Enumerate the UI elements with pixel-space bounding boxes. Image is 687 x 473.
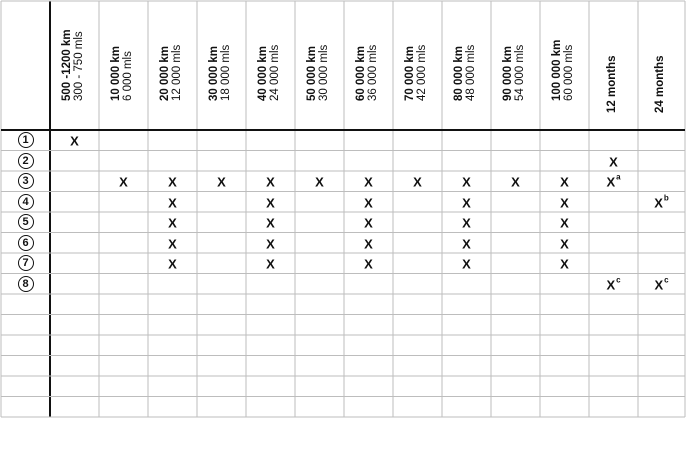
schedule-mark-text: X [462,215,471,231]
column-header-distance-miles: 6 000 mls [121,51,133,101]
row-number-badge: 5 [18,214,34,230]
schedule-mark-text: X [606,277,616,293]
column-header-distance-km: 60 000 km [354,46,367,101]
schedule-mark-text: X [266,236,275,252]
row-number-badge: 1 [18,132,34,148]
schedule-mark-text: X [654,277,664,293]
column-header-distance-miles: 36 000 mls [366,44,378,101]
column-header [50,1,99,130]
schedule-mark [266,175,275,190]
schedule-mark [266,236,275,251]
row-number-badge: 3 [18,173,34,189]
schedule-mark [560,195,569,210]
schedule-mark-text: X [70,133,79,149]
schedule-mark [364,236,373,251]
schedule-mark [560,257,569,272]
schedule-mark [413,175,422,190]
column-header-distance-km: 40 000 km [256,46,269,101]
column-header-distance-km: 10 000 km [109,46,122,101]
column-header [99,1,148,130]
schedule-mark-text: X [266,256,275,272]
schedule-mark [168,216,177,231]
schedule-mark-text: X [606,174,616,190]
schedule-mark [266,216,275,231]
schedule-mark-text: X [560,236,569,252]
footnote-marker: c [616,275,621,285]
schedule-mark-text: X [364,215,373,231]
schedule-mark [560,175,569,190]
schedule-mark [560,236,569,251]
column-header-distance-km: 90 000 km [501,46,514,101]
column-header-distance-miles: 48 000 mls [464,44,476,101]
footnote-marker: b [663,193,669,203]
schedule-mark-text: X [413,174,422,190]
schedule-mark [315,175,324,190]
column-header-period: 24 months [653,54,666,113]
schedule-mark [654,195,669,210]
schedule-mark-text: X [217,174,226,190]
schedule-mark-text: X [560,195,569,211]
column-header [638,1,685,130]
footnote-marker: c [664,275,669,285]
schedule-mark-text: X [364,236,373,252]
schedule-mark [168,257,177,272]
column-header-distance-miles: 300 - 750 mls [72,31,84,101]
schedule-mark-text: X [364,174,373,190]
schedule-mark-text: X [168,174,177,190]
column-header-distance-miles: 12 000 mls [170,44,182,101]
schedule-mark-text: X [168,215,177,231]
schedule-mark [266,257,275,272]
row-number-badge: 8 [18,276,34,292]
schedule-mark [168,175,177,190]
schedule-mark [364,175,373,190]
column-header-distance-km: 80 000 km [452,46,465,101]
schedule-mark-text: X [511,174,520,190]
column-header [589,1,638,130]
column-header-distance-km: 500 -1200 km [60,29,73,101]
schedule-mark [119,175,128,190]
schedule-mark [70,134,79,149]
schedule-mark [462,257,471,272]
schedule-mark [364,216,373,231]
column-header [197,1,246,130]
schedule-mark-text: X [560,174,569,190]
column-header [246,1,295,130]
footnote-marker: a [616,172,621,182]
schedule-mark-text: X [168,195,177,211]
schedule-mark [511,175,520,190]
schedule-mark-text: X [119,174,128,190]
schedule-mark [364,257,373,272]
schedule-mark-text: X [560,256,569,272]
row-number-badge: 4 [18,194,34,210]
schedule-mark-text: X [315,174,324,190]
schedule-mark-text: X [462,174,471,190]
schedule-mark [168,236,177,251]
column-header-distance-km: 20 000 km [158,46,171,101]
schedule-mark-text: X [266,195,275,211]
column-header-distance-km: 50 000 km [305,46,318,101]
column-header-distance-miles: 18 000 mls [219,44,231,101]
column-header [540,1,589,130]
schedule-mark [168,195,177,210]
schedule-mark-text: X [654,195,663,211]
schedule-mark-text: X [609,154,618,170]
column-header [491,1,540,130]
column-header-distance-km: 100 000 km [550,39,563,101]
schedule-mark [462,216,471,231]
column-header-distance-miles: 60 000 mls [562,44,574,101]
schedule-mark-text: X [364,195,373,211]
column-header [148,1,197,130]
schedule-mark-text: X [266,174,275,190]
schedule-mark-text: X [168,236,177,252]
row-number-badge: 2 [18,153,34,169]
schedule-mark [462,195,471,210]
schedule-mark-text: X [462,195,471,211]
schedule-mark [609,154,618,169]
schedule-mark-text: X [462,256,471,272]
schedule-mark [462,236,471,251]
column-header-distance-miles: 24 000 mls [268,44,280,101]
schedule-mark [606,172,621,190]
column-header-distance-km: 30 000 km [207,46,220,101]
column-header-distance-km: 70 000 km [403,46,416,101]
schedule-mark [560,216,569,231]
column-header [295,1,344,130]
column-header [442,1,491,130]
row-number-badge: 6 [18,235,34,251]
column-header-distance-miles: 54 000 mls [513,44,525,101]
column-header-distance-miles: 30 000 mls [317,44,329,101]
column-header [344,1,393,130]
schedule-mark [364,195,373,210]
schedule-mark-text: X [560,215,569,231]
schedule-mark [606,277,620,292]
column-header [393,1,442,130]
column-header-distance-miles: 42 000 mls [415,44,427,101]
schedule-mark-text: X [364,256,373,272]
schedule-mark [654,277,668,292]
schedule-mark [266,195,275,210]
schedule-mark-text: X [266,215,275,231]
schedule-mark-text: X [462,236,471,252]
column-header-period: 12 months [605,54,618,113]
schedule-mark-text: X [168,256,177,272]
schedule-mark [217,175,226,190]
schedule-mark [462,175,471,190]
row-number-badge: 7 [18,255,34,271]
